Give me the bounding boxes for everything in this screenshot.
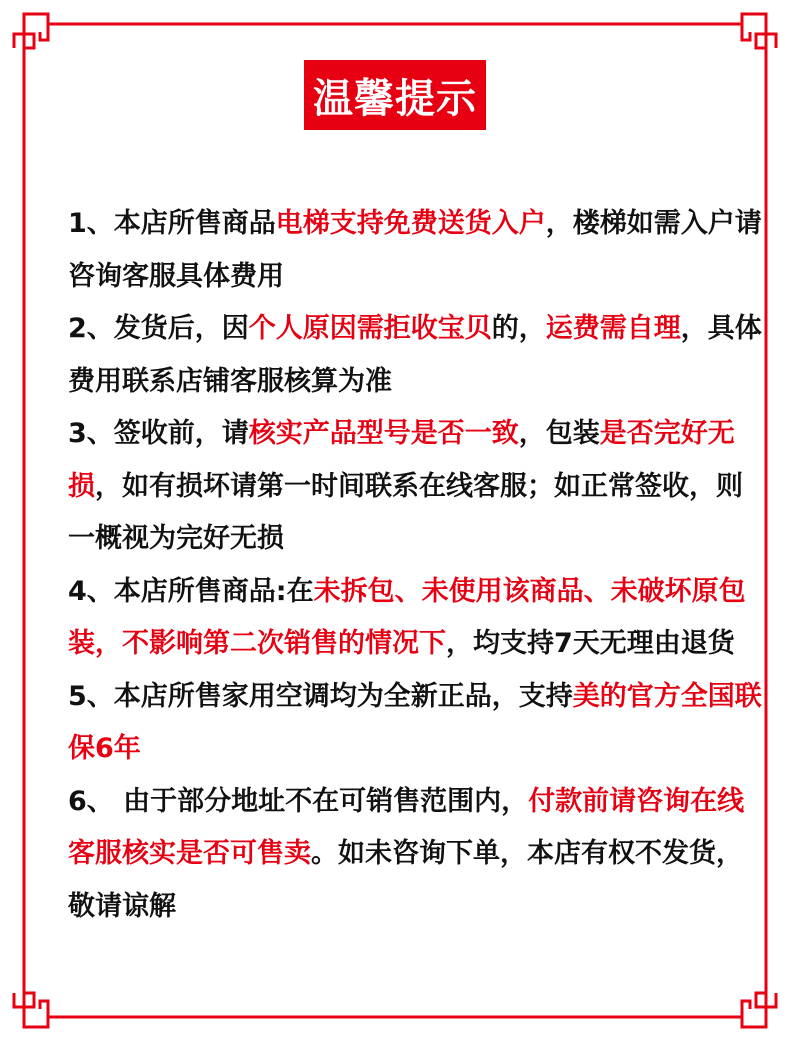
notice-item-5 (68, 671, 768, 776)
page-title: 温馨提示 (313, 75, 477, 122)
notice-list (68, 198, 768, 933)
item-3-seg-2: ，包装 (518, 418, 600, 449)
item-1-seg-2: ，楼梯如需入户请咨询客服具体费用 (68, 208, 762, 292)
item-5-seg-0: 5、本店所售家用空调均为全新正品，支持 (68, 680, 573, 712)
item-5-seg-1: 美的官方全国联保6年 (68, 680, 762, 764)
item-2-seg-3: 运费需自理 (545, 313, 681, 344)
corner-ornament-top-left (14, 14, 48, 48)
corner-ornament-bottom-left (14, 993, 48, 1027)
item-1-seg-1: 电梯支持免费送货入户 (275, 208, 546, 239)
notice-item-3 (68, 408, 768, 566)
item-2-seg-2: 的， (491, 313, 546, 344)
notice-item-2 (68, 303, 768, 408)
item-2-seg-0: 2、发货后，因 (68, 313, 249, 344)
item-4-seg-0: 4、本店所售商品:在 (68, 575, 314, 607)
notice-item-4 (68, 566, 768, 671)
item-1-seg-0: 1、本店所售商品 (68, 208, 276, 239)
item-3-seg-1: 核实产品型号是否一致 (248, 418, 519, 449)
item-2-seg-1: 个人原因需拒收宝贝 (248, 313, 492, 344)
item-6-seg-2: 。如未咨询下单，本店有权不发货，敬请谅解 (68, 838, 743, 922)
item-4-seg-1: 未拆包、未使用该商品、未破坏原包装，不影响第二次销售的情况下 (68, 575, 746, 659)
item-3-seg-3: 是否完好无损 (68, 418, 735, 502)
item-3-seg-0: 3、签收前，请 (68, 418, 249, 449)
title-banner (304, 60, 486, 130)
item-2-seg-4: ，具体费用联系店铺客服核算为准 (68, 313, 762, 397)
corner-ornament-bottom-right (742, 993, 776, 1027)
item-4-seg-2: ，均支持7天无理由退货 (446, 628, 735, 659)
notice-item-1 (68, 198, 768, 303)
item-6-seg-0: 6、 由于部分地址不在可销售范围内， (68, 785, 529, 817)
item-6-seg-1: 付款前请咨询在线客服核实是否可售卖 (68, 785, 745, 869)
item-3-seg-4: ，如有损坏请第一时间联系在线客服；如正常签收，则一概视为完好无损 (68, 470, 743, 554)
notice-item-6 (68, 776, 768, 934)
corner-ornament-top-right (742, 14, 776, 48)
